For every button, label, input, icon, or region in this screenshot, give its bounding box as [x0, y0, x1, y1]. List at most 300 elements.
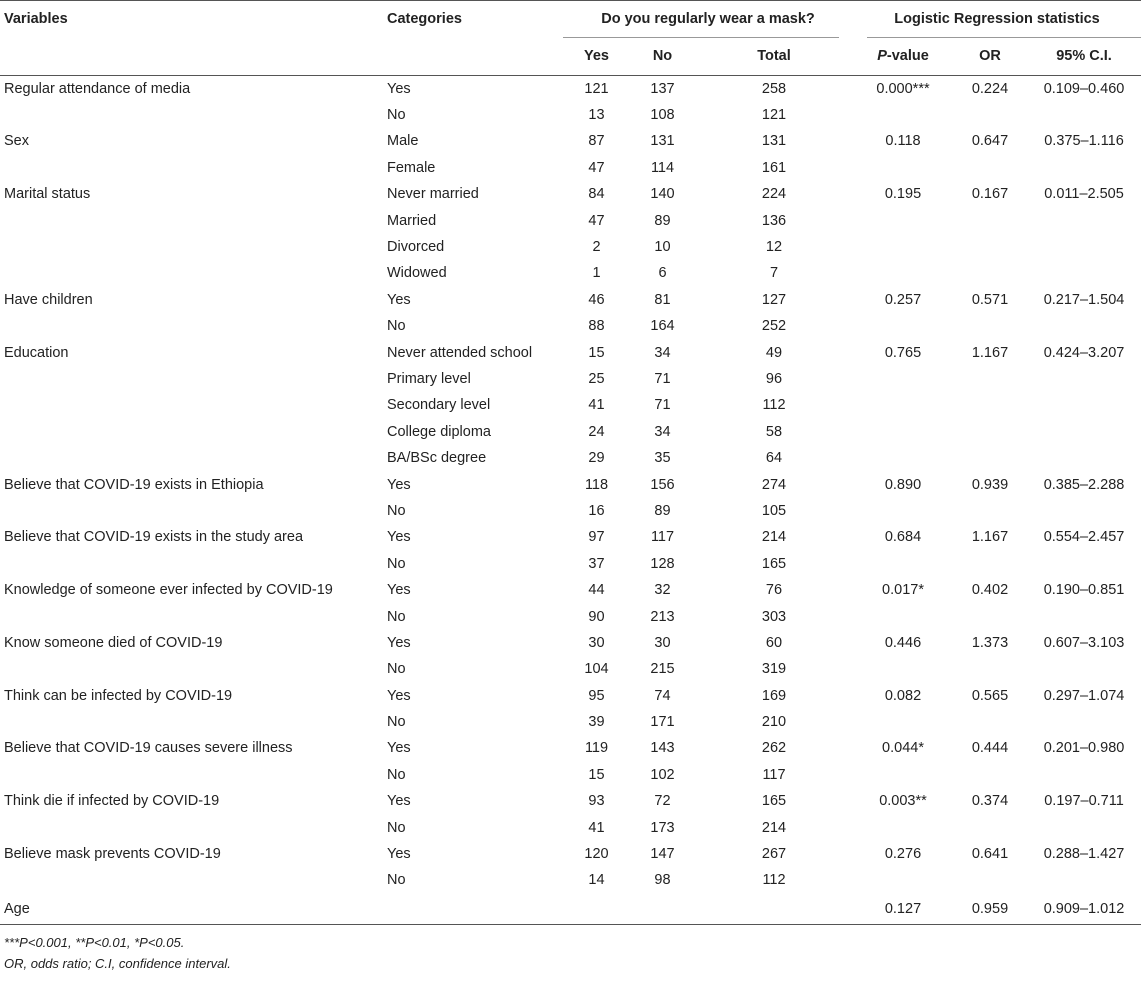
cell-yes: 1 — [592, 265, 601, 282]
cell-total: 267 — [761, 846, 787, 863]
table-body — [0, 76, 1141, 925]
cell-p-value — [853, 867, 953, 893]
cell-p-value — [853, 102, 953, 128]
cell-ci — [1027, 709, 1141, 735]
cell-category: Never attended school — [387, 344, 533, 361]
cell-category: No — [387, 107, 406, 124]
cell-variable — [0, 603, 387, 629]
cell-p-value: 0.684 — [884, 529, 922, 546]
cell-no: 173 — [650, 819, 675, 836]
cell-or: 1.373 — [971, 634, 1009, 651]
cell-yes: 97 — [588, 529, 605, 546]
cell-category: Male — [387, 133, 419, 150]
cell-variable: Have children — [4, 291, 93, 308]
cell-ci — [1027, 260, 1141, 286]
cell-yes — [563, 894, 630, 925]
cell-yes: 46 — [588, 291, 605, 308]
cell-category: Never married — [387, 186, 479, 203]
cell-ci — [1027, 498, 1141, 524]
cell-variable — [0, 155, 387, 181]
header-blank-1 — [0, 37, 387, 76]
cell-p-value: 0.118 — [885, 133, 921, 150]
cell-yes: 119 — [584, 740, 609, 757]
cell-category: Primary level — [387, 370, 471, 387]
cell-ci: 0.297–1.074 — [1043, 687, 1125, 704]
cell-variable — [0, 814, 387, 840]
cell-no: 140 — [650, 186, 675, 203]
cell-yes: 37 — [588, 555, 605, 572]
cell-no: 35 — [654, 450, 671, 467]
table-row — [0, 709, 1141, 735]
cell-p-value: 0.257 — [884, 291, 922, 308]
cell-ci — [1027, 867, 1141, 893]
header-or: OR — [979, 48, 1001, 64]
table-row — [0, 366, 1141, 392]
cell-no: 143 — [650, 740, 675, 757]
cell-total: 64 — [765, 450, 783, 467]
cell-p-value: 0.082 — [884, 687, 922, 704]
cell-yes: 41 — [588, 397, 605, 414]
cell-variable: Believe that COVID-19 causes severe illness — [4, 740, 293, 757]
cell-yes: 15 — [588, 766, 605, 783]
cell-or — [953, 551, 1027, 577]
cell-p-value: 0.765 — [884, 344, 922, 361]
cell-category: Yes — [387, 846, 411, 863]
cell-no: 215 — [650, 661, 675, 678]
cell-category: No — [387, 318, 406, 335]
cell-total: 117 — [762, 766, 786, 783]
cell-variable — [0, 867, 387, 893]
table-footnotes — [0, 932, 1143, 974]
cell-ci: 0.424–3.207 — [1043, 344, 1125, 361]
cell-category: Yes — [387, 687, 411, 704]
cell-variable — [0, 656, 387, 682]
cell-p-value — [853, 234, 953, 260]
cell-variable — [0, 102, 387, 128]
cell-total: 127 — [761, 291, 787, 308]
cell-p-value — [853, 603, 953, 629]
cell-p-value: 0.446 — [884, 634, 922, 651]
cell-p-value: 0.890 — [884, 476, 922, 493]
cell-total: 58 — [765, 423, 783, 440]
cell-variable: Know someone died of COVID-19 — [4, 634, 223, 651]
table-row — [0, 682, 1141, 708]
cell-or — [953, 392, 1027, 418]
cell-or — [953, 313, 1027, 339]
header-mask-group-label: Do you regularly wear a mask? — [601, 11, 815, 27]
table-row — [0, 207, 1141, 233]
cell-p-value: 0.195 — [884, 186, 922, 203]
cell-total: 131 — [761, 133, 787, 150]
cell-no: 32 — [654, 582, 671, 599]
cell-ci: 0.607–3.103 — [1043, 634, 1125, 651]
cell-ci: 0.197–0.711 — [1044, 793, 1124, 810]
table-row — [0, 894, 1141, 925]
cell-yes: 90 — [588, 608, 605, 625]
cell-or: 0.565 — [971, 687, 1009, 704]
cell-total: 12 — [765, 239, 783, 256]
table-row — [0, 603, 1141, 629]
cell-no: 108 — [650, 107, 675, 124]
table-row — [0, 445, 1141, 471]
cell-total: 224 — [761, 186, 787, 203]
cell-yes: 47 — [588, 212, 605, 229]
cell-variable: Believe mask prevents COVID-19 — [4, 846, 221, 863]
table-row — [0, 471, 1141, 497]
cell-or: 0.374 — [971, 793, 1009, 810]
cell-variable: Age — [4, 900, 30, 917]
header-mask-underline — [563, 37, 839, 38]
header-p-italic: P — [877, 48, 887, 64]
table-row — [0, 551, 1141, 577]
cell-total: 303 — [761, 608, 787, 625]
cell-or: 0.571 — [971, 291, 1009, 308]
table-row — [0, 419, 1141, 445]
table-row — [0, 735, 1141, 761]
cell-ci: 0.190–0.851 — [1043, 582, 1125, 599]
cell-or — [953, 445, 1027, 471]
table-row — [0, 102, 1141, 128]
cell-no: 10 — [654, 239, 671, 256]
header-mask-group — [563, 1, 853, 38]
cell-ci — [1027, 392, 1141, 418]
header-no: No — [652, 48, 673, 64]
cell-no: 114 — [650, 159, 675, 176]
cell-or — [953, 603, 1027, 629]
header-p-value — [853, 37, 953, 76]
cell-no: 30 — [654, 634, 671, 651]
cell-total: 60 — [765, 634, 783, 651]
cell-variable: Marital status — [4, 186, 91, 203]
cell-yes: 39 — [588, 714, 605, 731]
cell-no: 71 — [654, 370, 671, 387]
cell-p-value — [853, 814, 953, 840]
table-row — [0, 128, 1141, 154]
cell-category: No — [387, 608, 406, 625]
cell-variable: Believe that COVID-19 exists in the study area — [4, 529, 304, 546]
cell-or: 1.167 — [971, 529, 1009, 546]
cell-p-value — [853, 419, 953, 445]
cell-ci — [1027, 313, 1141, 339]
cell-variable — [0, 260, 387, 286]
cell-p-value: 0.127 — [884, 900, 922, 917]
cell-no: 89 — [654, 212, 671, 229]
cell-or: 0.959 — [971, 900, 1009, 917]
cell-yes: 120 — [584, 846, 609, 863]
cell-or: 1.167 — [971, 344, 1009, 361]
table-row — [0, 313, 1141, 339]
cell-no: 72 — [654, 793, 671, 810]
cell-yes: 41 — [588, 819, 605, 836]
cell-variable — [0, 445, 387, 471]
cell-variable: Think die if infected by COVID-19 — [4, 793, 220, 810]
cell-total: 274 — [761, 476, 787, 493]
cell-p-value — [853, 762, 953, 788]
cell-ci: 0.909–1.012 — [1043, 900, 1125, 917]
cell-total: 112 — [762, 397, 786, 414]
table-row — [0, 287, 1141, 313]
cell-total — [695, 894, 853, 925]
cell-variable — [0, 762, 387, 788]
cell-p-value — [853, 260, 953, 286]
cell-ci — [1027, 234, 1141, 260]
cell-or: 0.402 — [971, 582, 1009, 599]
cell-yes: 14 — [588, 872, 605, 889]
cell-yes: 13 — [588, 107, 605, 124]
cell-variable: Think can be infected by COVID-19 — [4, 687, 233, 704]
cell-no: 98 — [654, 872, 671, 889]
cell-or — [953, 867, 1027, 893]
cell-ci — [1027, 207, 1141, 233]
cell-yes: 87 — [588, 133, 605, 150]
cell-category: No — [387, 819, 406, 836]
cell-variable: Education — [4, 344, 69, 361]
cell-p-value — [853, 709, 953, 735]
cell-or — [953, 155, 1027, 181]
cell-variable: Regular attendance of media — [4, 80, 191, 97]
cell-ci — [1027, 366, 1141, 392]
cell-yes: 2 — [592, 239, 601, 256]
cell-or: 0.167 — [971, 186, 1009, 203]
table-row — [0, 339, 1141, 365]
cell-total: 96 — [765, 370, 783, 387]
cell-or — [953, 234, 1027, 260]
cell-p-value — [853, 207, 953, 233]
cell-variable — [0, 366, 387, 392]
cell-or — [953, 207, 1027, 233]
cell-ci: 0.201–0.980 — [1043, 740, 1125, 757]
cell-ci: 0.375–1.116 — [1044, 133, 1124, 150]
cell-category: Yes — [387, 476, 411, 493]
cell-ci — [1027, 603, 1141, 629]
cell-p-value — [853, 313, 953, 339]
cell-no: 34 — [654, 344, 671, 361]
cell-variable: Knowledge of someone ever infected by COVID-19 — [4, 582, 333, 599]
cell-no: 156 — [650, 476, 675, 493]
cell-yes: 16 — [588, 502, 605, 519]
cell-category: Female — [387, 159, 436, 176]
cell-category: Married — [387, 212, 437, 229]
cell-no: 117 — [650, 529, 675, 546]
cell-total: 136 — [761, 212, 787, 229]
cell-or: 0.939 — [971, 476, 1009, 493]
cell-yes: 104 — [584, 661, 609, 678]
cell-or: 0.647 — [971, 133, 1009, 150]
cell-total: 112 — [762, 872, 786, 889]
header-variables: Variables — [4, 11, 68, 27]
cell-variable — [0, 392, 387, 418]
cell-total: 7 — [769, 265, 779, 282]
cell-variable — [0, 551, 387, 577]
cell-or — [953, 102, 1027, 128]
cell-total: 262 — [761, 740, 787, 757]
cell-or — [953, 366, 1027, 392]
cell-or — [953, 814, 1027, 840]
cell-yes: 44 — [588, 582, 605, 599]
cell-ci: 0.554–2.457 — [1043, 529, 1125, 546]
cell-yes: 29 — [588, 450, 605, 467]
cell-ci: 0.011–2.505 — [1044, 186, 1124, 203]
cell-no: 74 — [654, 687, 671, 704]
cell-total: 76 — [765, 582, 783, 599]
header-categories: Categories — [387, 11, 462, 27]
cell-yes: 25 — [588, 370, 605, 387]
cell-ci — [1027, 102, 1141, 128]
cell-ci — [1027, 814, 1141, 840]
cell-category — [387, 894, 563, 925]
cell-total: 258 — [761, 80, 787, 97]
cell-ci — [1027, 551, 1141, 577]
cell-or — [953, 498, 1027, 524]
cell-no: 81 — [654, 291, 671, 308]
cell-category: BA/BSc degree — [387, 450, 487, 467]
cell-category: College diploma — [387, 423, 491, 440]
table-row — [0, 656, 1141, 682]
cell-total: 161 — [761, 159, 787, 176]
cell-variable: Sex — [4, 133, 29, 150]
cell-total: 165 — [761, 555, 787, 572]
cell-category: Yes — [387, 291, 411, 308]
cell-or — [953, 260, 1027, 286]
cell-no: 171 — [650, 714, 675, 731]
cell-total: 210 — [761, 714, 787, 731]
cell-no: 131 — [650, 133, 675, 150]
cell-p-value: 0.000*** — [876, 80, 930, 97]
cell-ci — [1027, 762, 1141, 788]
cell-category: Yes — [387, 80, 411, 97]
cell-ci — [1027, 656, 1141, 682]
cell-variable — [0, 313, 387, 339]
cell-variable — [0, 207, 387, 233]
cell-no: 137 — [650, 80, 675, 97]
cell-no: 34 — [654, 423, 671, 440]
table-row — [0, 260, 1141, 286]
cell-total: 105 — [761, 502, 787, 519]
table-row — [0, 577, 1141, 603]
header-lr-group — [853, 1, 1141, 38]
cell-total: 169 — [761, 687, 787, 704]
cell-or — [953, 419, 1027, 445]
header-row-1 — [0, 1, 1141, 38]
table-row — [0, 630, 1141, 656]
footnote-significance: ***P<0.001, **P<0.01, *P<0.05. — [4, 935, 185, 951]
table-row — [0, 867, 1141, 893]
cell-variable — [0, 419, 387, 445]
cell-variable — [0, 498, 387, 524]
cell-yes: 121 — [584, 80, 609, 97]
header-total: Total — [757, 48, 791, 64]
cell-yes: 95 — [588, 687, 605, 704]
cell-no: 164 — [650, 318, 675, 335]
cell-category: No — [387, 661, 406, 678]
table-row — [0, 234, 1141, 260]
cell-or: 0.224 — [971, 80, 1009, 97]
cell-total: 121 — [761, 107, 787, 124]
header-yes: Yes — [584, 48, 609, 64]
cell-or — [953, 656, 1027, 682]
cell-no: 128 — [650, 555, 675, 572]
cell-variable — [0, 234, 387, 260]
cell-ci — [1027, 155, 1141, 181]
cell-p-value — [853, 656, 953, 682]
cell-total: 214 — [761, 529, 787, 546]
cell-yes: 84 — [588, 186, 605, 203]
cell-p-value: 0.003** — [879, 793, 927, 810]
cell-total: 49 — [765, 344, 783, 361]
cell-yes: 93 — [588, 793, 605, 810]
cell-category: No — [387, 872, 406, 889]
cell-total: 319 — [761, 661, 787, 678]
cell-variable — [0, 709, 387, 735]
cell-yes: 118 — [584, 476, 609, 493]
cell-category: Widowed — [387, 265, 447, 282]
table-row — [0, 76, 1141, 102]
table-row — [0, 155, 1141, 181]
footnote-abbreviations: OR, odds ratio; C.I, confidence interval. — [4, 956, 231, 972]
cell-ci: 0.217–1.504 — [1043, 291, 1125, 308]
cell-yes: 15 — [588, 344, 605, 361]
cell-no: 89 — [654, 502, 671, 519]
cell-ci — [1027, 419, 1141, 445]
cell-no: 147 — [650, 846, 675, 863]
cell-p-value: 0.044* — [882, 740, 924, 757]
cell-p-value: 0.276 — [884, 846, 922, 863]
cell-no — [630, 894, 695, 925]
cell-category: Yes — [387, 582, 411, 599]
cell-or — [953, 709, 1027, 735]
cell-ci: 0.385–2.288 — [1043, 476, 1125, 493]
table-row — [0, 181, 1141, 207]
table-row — [0, 841, 1141, 867]
cell-category: Yes — [387, 529, 411, 546]
cell-yes: 47 — [588, 159, 605, 176]
header-ci: 95% C.I. — [1056, 48, 1112, 64]
cell-p-value — [853, 498, 953, 524]
cell-or: 0.641 — [971, 846, 1009, 863]
header-row-2 — [0, 37, 1141, 76]
table-row — [0, 762, 1141, 788]
cell-no: 102 — [650, 766, 675, 783]
cell-category: Secondary level — [387, 397, 491, 414]
cell-category: Divorced — [387, 239, 445, 256]
cell-category: No — [387, 766, 406, 783]
cell-ci — [1027, 445, 1141, 471]
cell-yes: 24 — [588, 423, 605, 440]
cell-category: No — [387, 714, 406, 731]
table-row — [0, 788, 1141, 814]
cell-p-value — [853, 155, 953, 181]
cell-yes: 88 — [588, 318, 605, 335]
cell-p-value — [853, 392, 953, 418]
cell-variable: Believe that COVID-19 exists in Ethiopia — [4, 476, 264, 493]
cell-total: 252 — [761, 318, 787, 335]
cell-p-value — [853, 445, 953, 471]
cell-p-value — [853, 366, 953, 392]
cell-category: Yes — [387, 740, 411, 757]
cell-total: 165 — [761, 793, 787, 810]
cell-no: 71 — [654, 397, 671, 414]
table-row — [0, 392, 1141, 418]
cell-ci: 0.288–1.427 — [1043, 846, 1125, 863]
table-row — [0, 814, 1141, 840]
cell-p-value — [853, 551, 953, 577]
cell-total: 214 — [761, 819, 787, 836]
cell-ci: 0.109–0.460 — [1043, 80, 1125, 97]
header-lr-underline — [867, 37, 1141, 38]
cell-or — [953, 762, 1027, 788]
table-row — [0, 524, 1141, 550]
cell-category: No — [387, 502, 406, 519]
